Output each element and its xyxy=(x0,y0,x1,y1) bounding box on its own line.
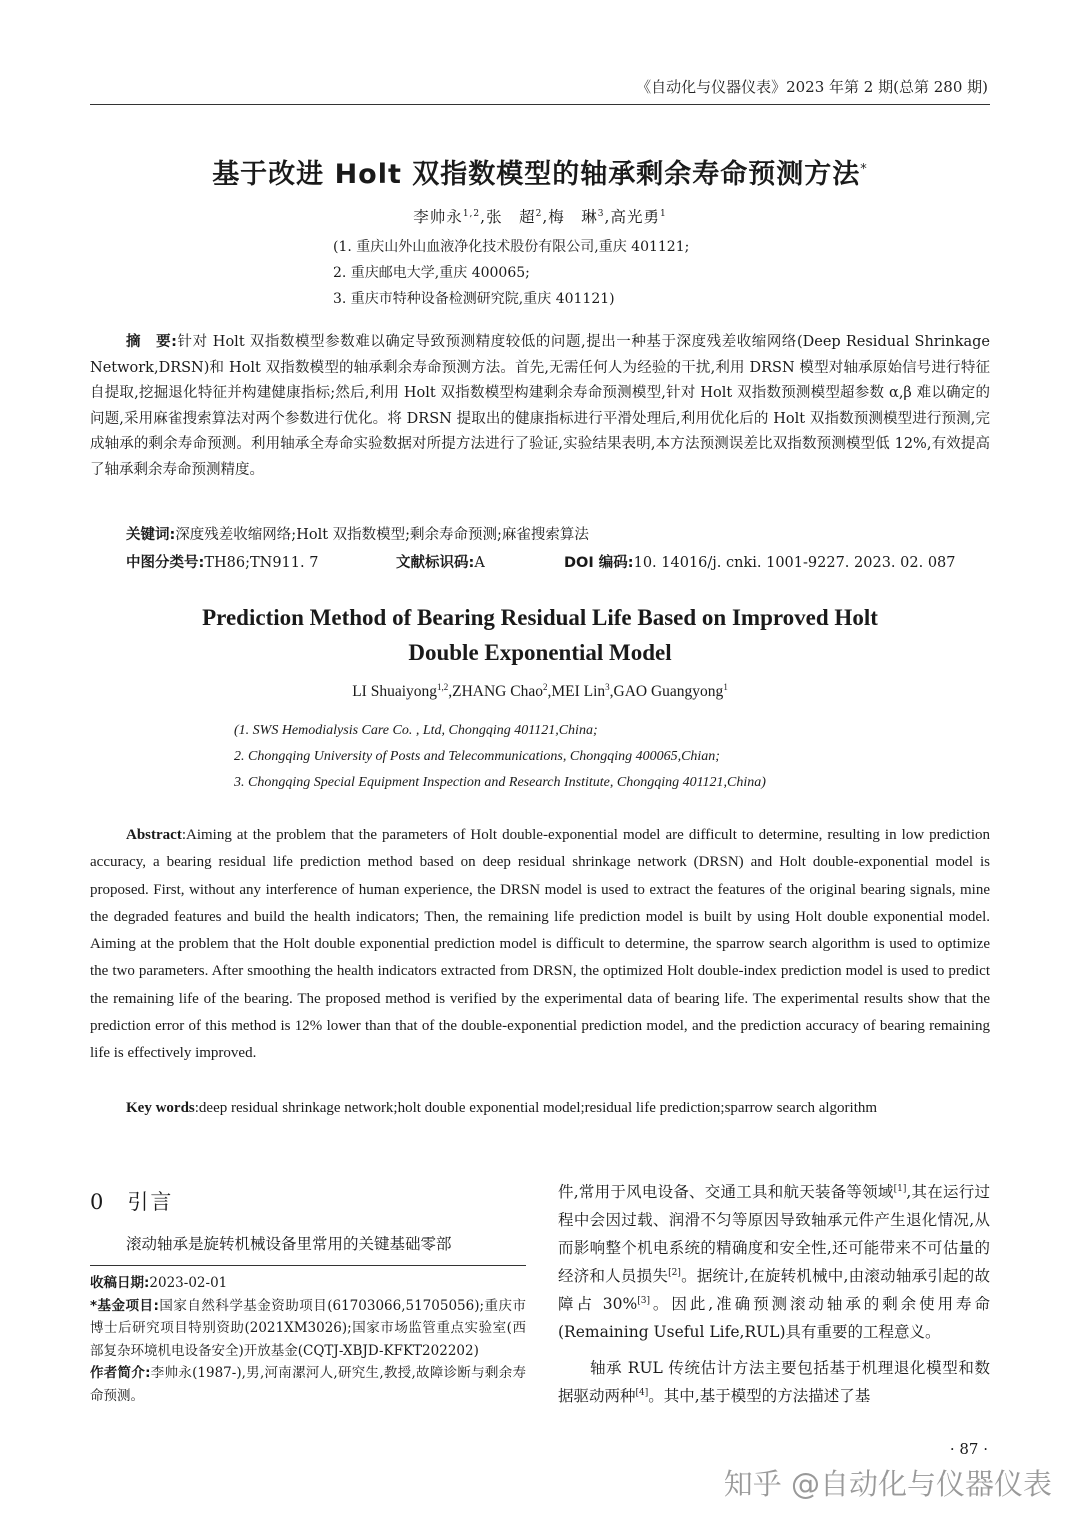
clc-code: TH86;TN911. 7 xyxy=(204,555,319,571)
intro-paragraph-1: 件,常用于风电设备、交通工具和航天装备等领域[1],其在运行过程中会因过载、润滑不匀等原因导致轴承元件产生退化情况,从而影响整个机电系统的精确度和安全性,还可能带来不可估量的经济和人员损失[2]。据统计,在旋转机械中,由滚动轴承引起的故障占 30%[3]。因此,准确预测滚动轴承的剩余使用寿命(Remaining Useful Life,RUL)具有重要的工程意义。 xyxy=(558,1183,990,1341)
affiliations-cn xyxy=(333,234,689,312)
doi-code: 10. 14016/j. cnki. 1001-9227. 2023. 02. 087 xyxy=(633,555,956,571)
author-4: 高光勇 xyxy=(610,208,660,226)
author-1: 李帅永 xyxy=(413,208,463,226)
footnotes xyxy=(90,1272,526,1407)
affiliation-en-2: 2. Chongqing University of Posts and Telecommunications, Chongqing 400065,Chian; xyxy=(234,749,720,764)
classification-row: 中图分类号:TH86;TN911. 7 文献标识码:A DOI 编码:10. 14016/j. cnki. 1001-9227. 2023. 02. 087 xyxy=(126,555,956,571)
affiliation-cn-3: 3. 重庆市特种设备检测研究院,重庆 401121) xyxy=(333,291,615,307)
affiliation-cn-1: (1. 重庆山外山血液净化技术股份有限公司,重庆 401121; xyxy=(333,239,690,255)
citation-1: [1] xyxy=(893,1183,907,1194)
footnote-fund: *基金项目:国家自然科学基金资助项目(61703066,51705056);重庆市博士后研究项目特别资助(2021XM3026);国家市场监管重点实验室(西部复杂环境机电设备安全)开放基金(CQTJ-XBJD-KFKT202202) xyxy=(90,1297,526,1359)
paper-title-cn: 基于改进 Holt 双指数模型的轴承剩余寿命预测方法* xyxy=(212,159,868,190)
abstract-en-text: :Aiming at the problem that the parameters of Holt double-exponential model are difficult to determine, resulting in low prediction accuracy, a bearing residual life prediction method based on deep residual shrinkage network (DRSN) and Holt double-exponential model is proposed. First, without any interference of human experience, the DRSN model is used to extract the features of the original bearing signals, mine the degraded features and build the health indicators; Then, the remaining life prediction model is built by using Holt double exponential model. Aiming at the problem that the Holt double exponential prediction model is difficult to determine, the sparrow search algorithm is used to optimize the two parameters. After smoothing the health indicators extracted from DRSN, the optimized Holt double-index prediction model is used to predict the remaining life of the bearing. The proposed method is verified by the experimental data of bearing life. The experimental results show that the prediction error of this method is 12% lower than that of the double-exponential prediction model, and the prediction accuracy of bearing remaining life is effectively improved. xyxy=(90,827,990,1062)
citation-4: [4] xyxy=(635,1387,649,1398)
abstract-cn-label: 摘 要: xyxy=(126,334,177,350)
authors-cn: 李帅永$^{1,2}$,张 超$^2$,梅 琳$^3$,高光勇$^1$ xyxy=(413,208,667,226)
abstract-cn-text: 针对 Holt 双指数模型参数难以确定导致预测精度较低的问题,提出一种基于深度残差收缩网络(Deep Residual Shrinkage Network,DRSN)和 Holt 双指数模型的轴承剩余寿命预测方法。首先,无需任何人为经验的干扰,利用 DRSN 模型对轴承原始信号进行特征自提取,挖掘退化特征并构建健康指标;然后,利用 Holt 双指数模型构建剩余寿命预测模型,针对 Holt 双指数预测模型超参数 α,β 难以确定的问题,采用麻雀搜索算法对两个参数进行优化。将 DRSN 提取出的健康指标进行平滑处理后,利用优化后的 Holt 双指数预测模型进行预测,完成轴承的剩余寿命预测。利用轴承全寿命实验数据对所提方法进行了验证,实验结果表明,本方法预测误差比双指数预测模型低 12%,有效提高了轴承剩余寿命预测精度。 xyxy=(90,334,990,478)
affiliations-en xyxy=(234,718,766,796)
abstract-en-label: Abstract xyxy=(126,827,182,843)
keywords-en: Key words:deep residual shrinkage network;holt double exponential model;residual life prediction;sparrow search algorithm xyxy=(126,1100,878,1116)
paper-title-en: Prediction Method of Bearing Residual Life Based on Improved Holt Double Exponential Model xyxy=(202,605,878,665)
title-footnote-mark: * xyxy=(860,162,868,177)
citation-3: [3] xyxy=(637,1295,650,1306)
citation-2: [2] xyxy=(668,1267,681,1278)
footnote-rule xyxy=(90,1265,526,1266)
abstract-cn xyxy=(90,330,990,483)
section-heading: 0 引言 xyxy=(90,1190,174,1214)
affiliation-en-3: 3. Chongqing Special Equipment Inspection and Research Institute, Chongqing 401121,China) xyxy=(234,775,766,790)
authors-en: LI Shuaiyong$^{1,2}$,ZHANG Chao$^2$,MEI Lin$^3$,GAO Guangyong$^1$ xyxy=(352,681,728,700)
footnote-received: 收稿日期:2023-02-01 xyxy=(90,1275,228,1291)
header-rule xyxy=(90,104,990,105)
page-number: · 87 · xyxy=(949,1440,988,1458)
journal-header: 《自动化与仪器仪表》2023 年第 2 期(总第 280 期) xyxy=(636,78,988,96)
affiliation-cn-2: 2. 重庆邮电大学,重庆 400065; xyxy=(333,265,530,281)
keywords-cn: 关键词:深度残差收缩网络;Holt 双指数模型;剩余寿命预测;麻雀搜索算法 xyxy=(126,527,589,543)
zhihu-watermark: 知乎 @自动化与仪器仪表 xyxy=(723,1467,1052,1501)
doc-code: A xyxy=(474,555,485,571)
intro-paragraph-left: 滚动轴承是旋转机械设备里常用的关键基础零部 xyxy=(126,1235,452,1253)
affiliation-en-1: (1. SWS Hemodialysis Care Co. , Ltd, Chongqing 401121,China; xyxy=(234,723,598,738)
author-2: 张 超 xyxy=(486,208,536,226)
abstract-en xyxy=(90,822,990,1068)
author-3: 梅 琳 xyxy=(548,208,598,226)
intro-paragraph-2: 轴承 RUL 传统估计方法主要包括基于机理退化模型和数据驱动两种[4]。其中,基于模型的方法描述了基 xyxy=(558,1359,990,1405)
footnote-author: 作者简介:李帅永(1987-),男,河南漯河人,研究生,教授,故障诊断与剩余寿命预测。 xyxy=(90,1365,526,1404)
intro-right-column xyxy=(558,1178,990,1410)
